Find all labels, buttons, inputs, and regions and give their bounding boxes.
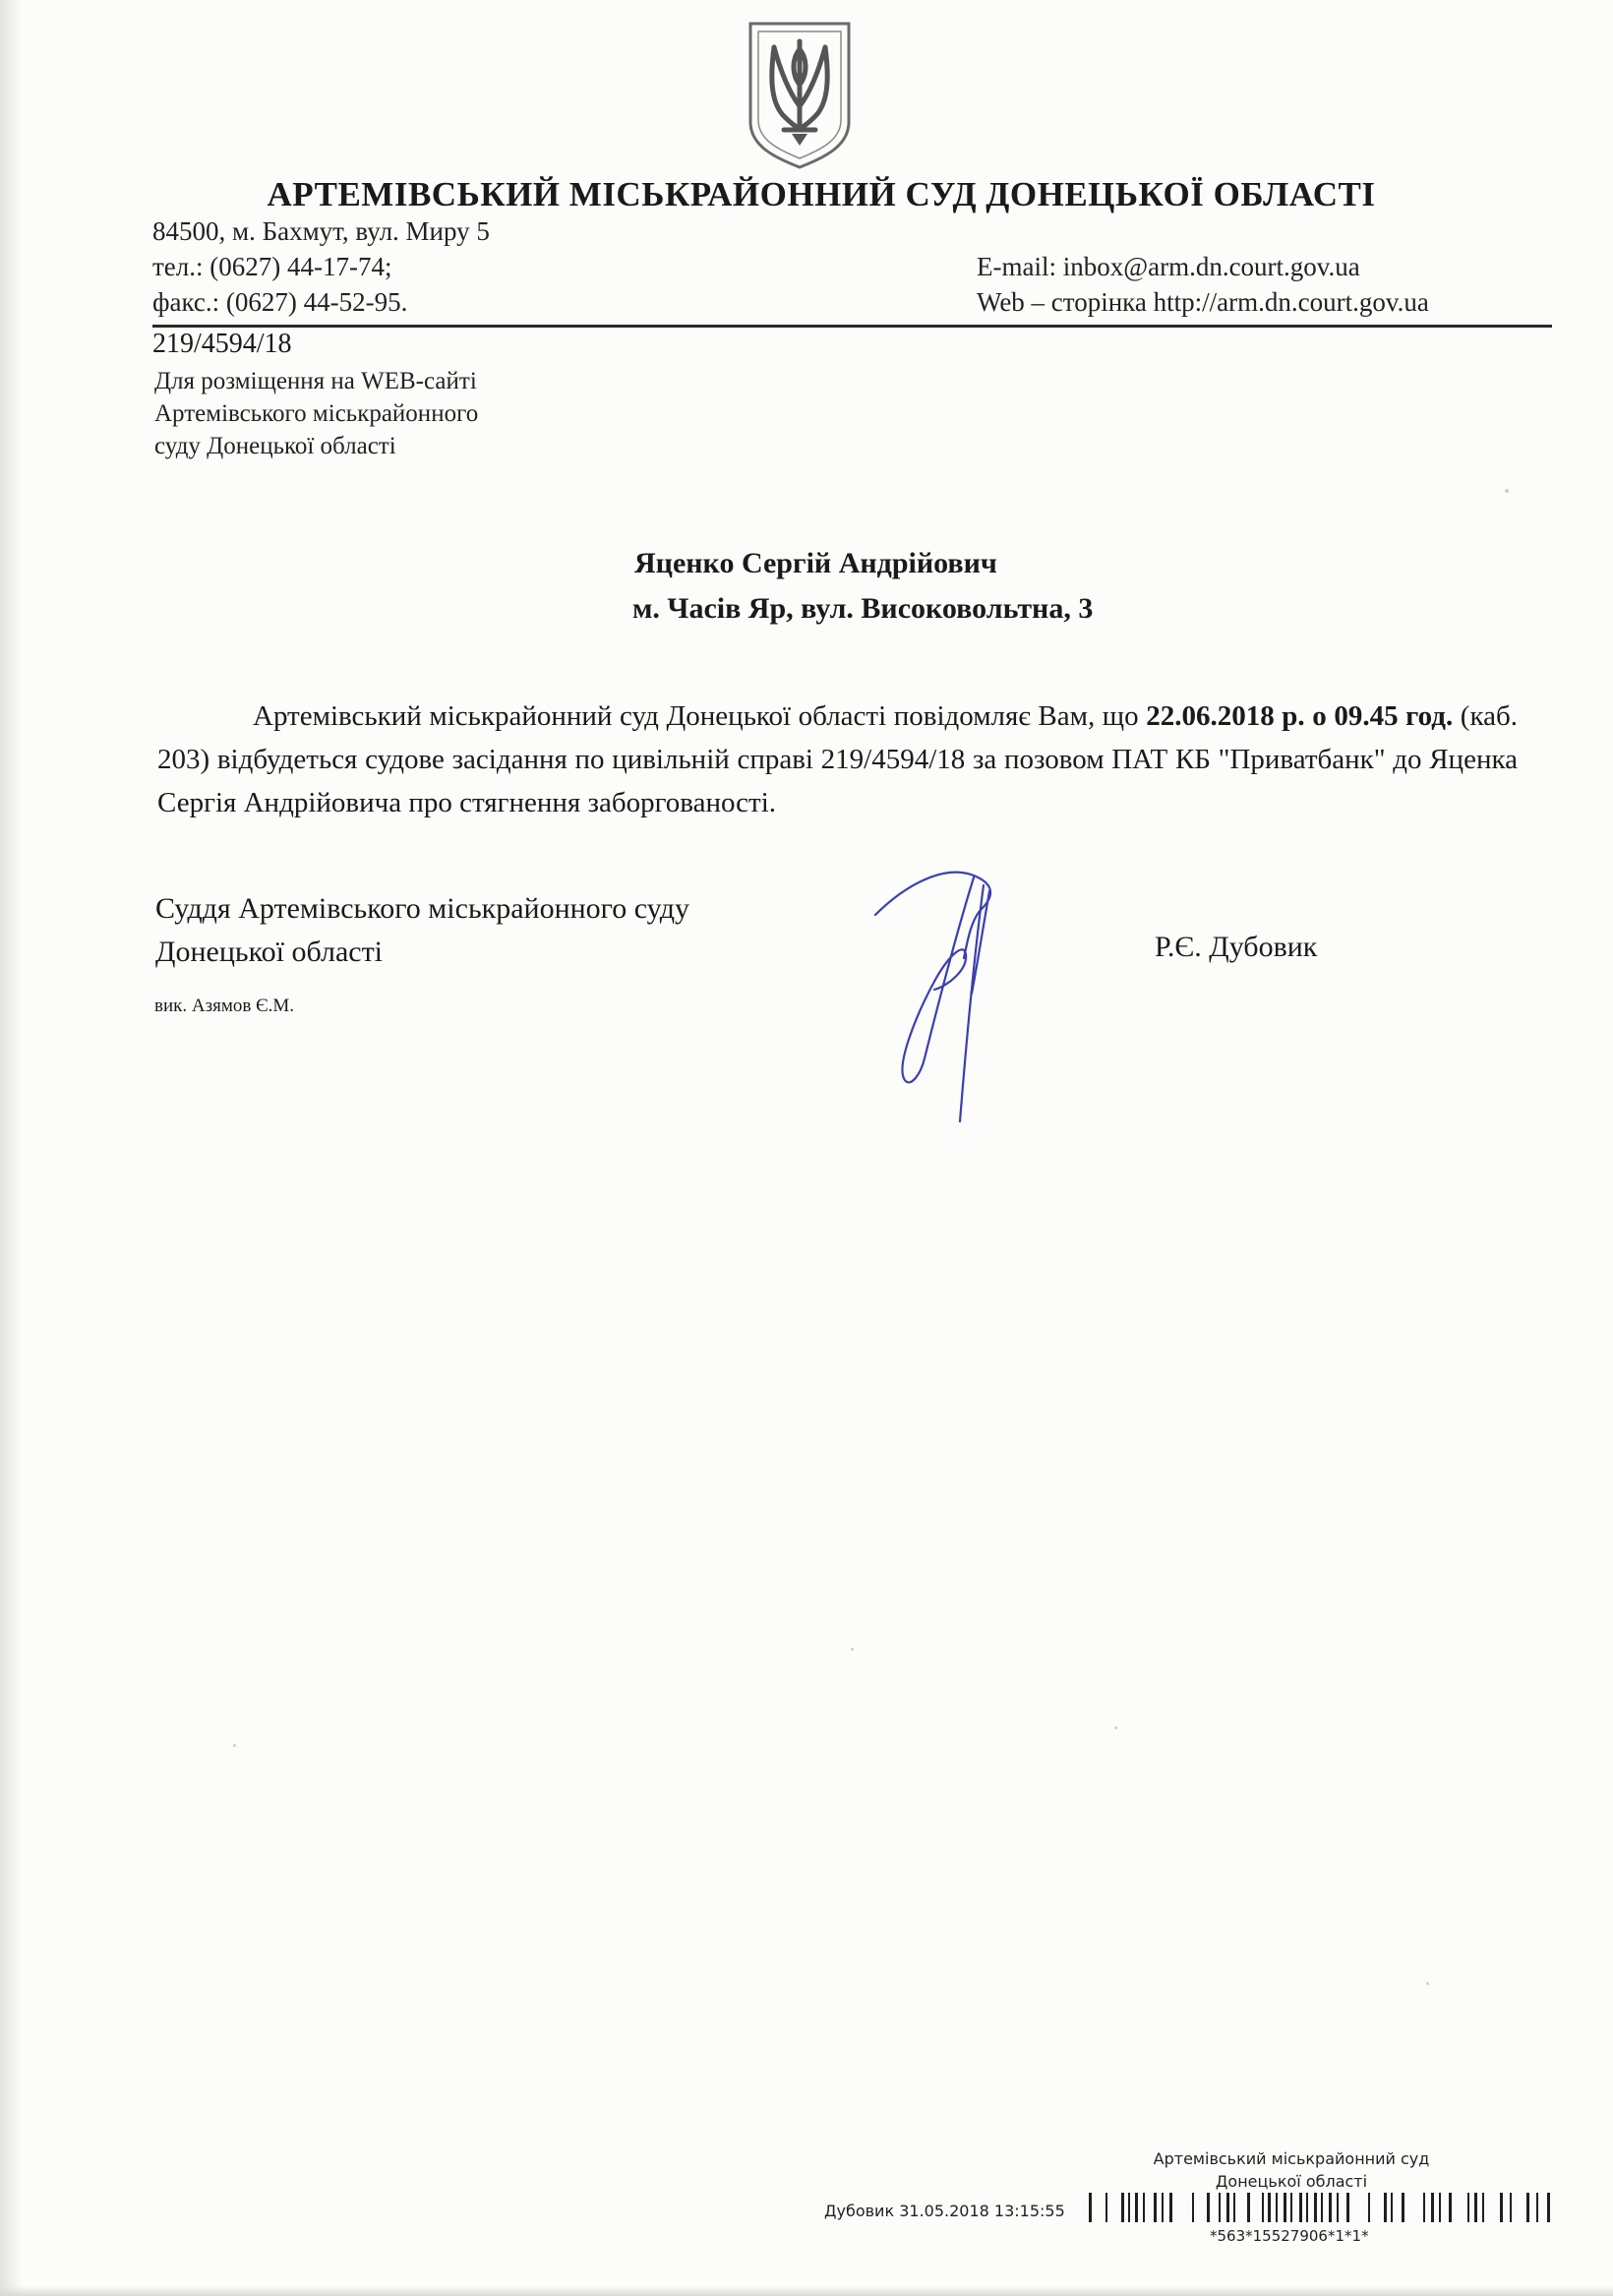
scan-bottom-edge bbox=[0, 2286, 1613, 2296]
recipient-name: Яценко Сергій Андрійович bbox=[634, 547, 997, 579]
case-number: 219/4594/18 bbox=[152, 329, 292, 359]
notice-body bbox=[157, 695, 1518, 824]
hearing-date-time: 22.06.2018 р. о 09.45 год. bbox=[1146, 700, 1454, 732]
court-name: АРТЕМІВСЬКИЙ МІСЬКРАЙОННИЙ СУД ДОНЕЦЬКОЇ ОБЛАСТІ bbox=[267, 175, 1376, 213]
web-note-line: Для розміщення на WEB-сайті bbox=[154, 368, 477, 394]
web-note-line: Артемівського міськрайонного bbox=[154, 400, 479, 427]
court-phone: тел.: (0627) 44-17-74; bbox=[152, 252, 392, 281]
registration-stamp: Дубовик 31.05.2018 13:15:55 bbox=[824, 2202, 1065, 2220]
executor-note: вик. Азямов Є.М. bbox=[154, 996, 295, 1016]
trident-emblem-icon bbox=[745, 20, 855, 169]
registration-court bbox=[1149, 2147, 1434, 2193]
judge-name: Р.Є. Дубовик bbox=[1155, 931, 1318, 963]
scan-speck bbox=[851, 1648, 854, 1651]
web-note-line: суду Донецької області bbox=[154, 433, 396, 459]
court-fax: факс.: (0627) 44-52-95. bbox=[152, 287, 408, 317]
registration-court-line: Артемівський міськрайонний суд bbox=[1153, 2149, 1430, 2168]
web-publication-note bbox=[154, 365, 478, 462]
court-website: Web – сторінка http://arm.dn.court.gov.ua bbox=[977, 287, 1429, 317]
header-divider bbox=[152, 325, 1552, 328]
judge-title-line: Донецької області bbox=[155, 936, 384, 968]
court-email: E-mail: inbox@arm.dn.court.gov.ua bbox=[977, 252, 1360, 281]
registration-court-line: Донецької області bbox=[1215, 2172, 1368, 2191]
barcode-number: *563*15527906*1*1* bbox=[1210, 2227, 1369, 2245]
recipient-address: м. Часів Яр, вул. Високовольтна, 3 bbox=[632, 592, 1094, 625]
recipient-block bbox=[632, 541, 1093, 632]
notice-text-part1: Артемівський міськрайонний суд Донецької області повідомляє Вам, що bbox=[253, 700, 1147, 732]
scan-speck bbox=[233, 1744, 236, 1747]
scan-speck bbox=[1505, 489, 1509, 493]
judge-title bbox=[155, 887, 689, 974]
handwritten-signature bbox=[866, 856, 1023, 1131]
scan-edge-shadow bbox=[0, 0, 22, 2296]
notice-text-part2: (каб. 203) відбудеться судове засідання по цивільній справі 219/4594/18 за позовом ПАТ КБ "Приватбанк" до Яценка Сергія Андрійовича про стягнення заборгованості. bbox=[157, 700, 1518, 818]
scan-speck bbox=[1114, 1726, 1117, 1729]
court-address: 84500, м. Бахмут, вул. Миру 5 bbox=[152, 216, 490, 246]
judge-title-line: Суддя Артемівського міськрайонного суду bbox=[155, 892, 690, 925]
scan-speck bbox=[1426, 1982, 1429, 1985]
document-barcode bbox=[1089, 2193, 1552, 2222]
